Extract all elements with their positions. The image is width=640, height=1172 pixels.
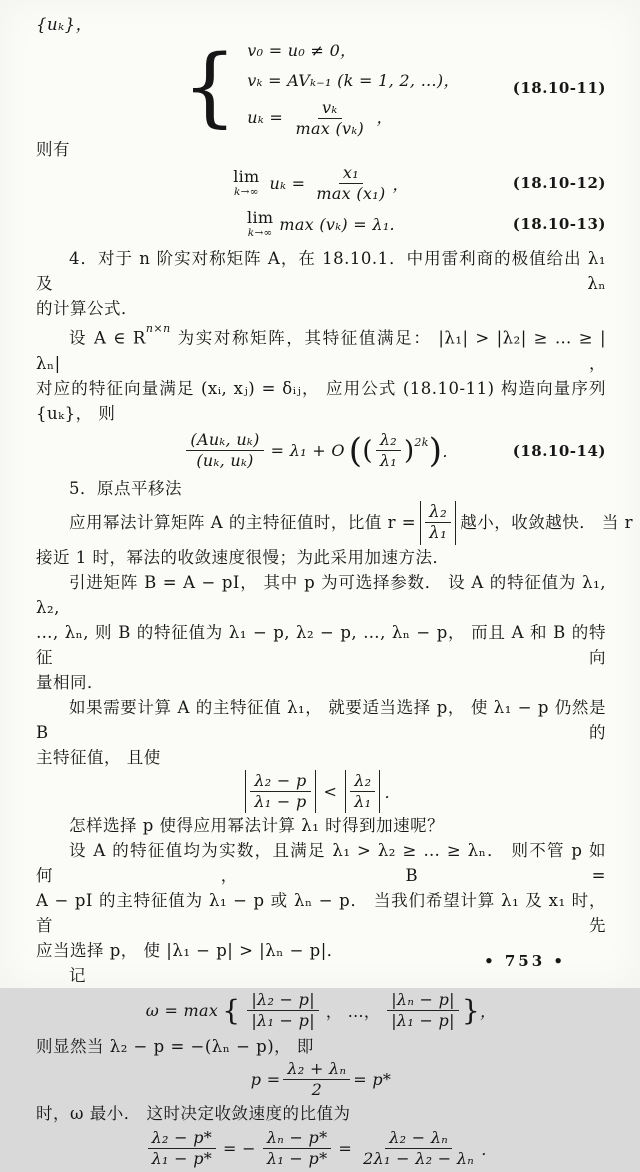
eq13-body: max (vₖ) = λ₁. bbox=[279, 214, 395, 234]
fraction-2 bbox=[387, 990, 459, 1031]
eq14-tail: ． bbox=[442, 442, 459, 461]
denominator: max (vₖ) bbox=[295, 118, 365, 138]
eq14-mid: = λ₁ + O bbox=[270, 441, 345, 460]
paragraph-7-line-3: 量相同． bbox=[36, 672, 104, 692]
equation-18-10-12 bbox=[36, 162, 606, 204]
eq12-lhs: uₖ = bbox=[269, 173, 306, 193]
denominator: 2 bbox=[311, 1080, 323, 1100]
numerator: λ₂ bbox=[425, 502, 451, 524]
paragraph-10-line-2: A − pI 的主特征值为 λ₁ − p 或 λₙ − p． 当我们希望计算 λ₁ 及 x₁ 时，首先 bbox=[36, 890, 606, 935]
case-line-1: v₀ = u₀ ≠ 0， bbox=[247, 40, 357, 60]
abs-fraction-right bbox=[345, 770, 380, 813]
omega-tail: ， bbox=[479, 1002, 497, 1022]
denominator: |λ₁ − p| bbox=[251, 1011, 315, 1031]
equation-tag: (18.10-14) bbox=[512, 441, 606, 460]
final-ratio-equation bbox=[36, 1126, 606, 1172]
exponent-2k: 2k bbox=[414, 436, 429, 449]
case-line-3 bbox=[247, 98, 393, 139]
denominator: (uₖ, uₖ) bbox=[196, 451, 254, 470]
denominator: λ₁ bbox=[354, 791, 372, 811]
equation-tag: (18.10-11) bbox=[512, 79, 606, 97]
numerator: x₁ bbox=[339, 163, 363, 184]
fraction bbox=[425, 502, 451, 544]
eq12-tail: ， bbox=[392, 174, 409, 194]
p-eq-lhs: p = bbox=[250, 1070, 281, 1090]
inequality-tail: ． bbox=[384, 782, 401, 802]
p5-l1b: 为实对称矩阵，其特征值满足： |λ₁| > |λ₂| ≥ … ≥ |λₙ|， bbox=[36, 328, 607, 373]
numerator: |λₙ − p| bbox=[387, 990, 459, 1011]
paragraph-4-line-2: 的计算公式． bbox=[36, 299, 138, 318]
ratio-fraction bbox=[376, 430, 401, 471]
p6-l1b: 越小，收敛越快． 当 r bbox=[460, 512, 634, 532]
lim-subscript: k→∞ bbox=[233, 185, 259, 198]
numerator: λ₂ bbox=[350, 771, 375, 792]
rayleigh-fraction bbox=[186, 430, 263, 471]
paragraph-4-line-1: 4．对于 n 阶实对称矩阵 A，在 18.10.1．中用雷利商的极值给出 λ₁ 及 λₙ bbox=[36, 249, 606, 293]
paragraph-7-line-1: 引进矩阵 B = A − pI， 其中 p 为可选择参数． 设 A 的特征值为 λ₁, λ₂, bbox=[36, 572, 606, 617]
p-star-equation bbox=[36, 1059, 606, 1101]
p-eq-rhs: = p* bbox=[353, 1070, 392, 1090]
paragraph-5-line-2: 对应的特征向量满足 (xᵢ, xⱼ) = δᵢⱼ， 应用公式 (18.10-11) 构造向量序列 bbox=[36, 378, 606, 398]
omega-lhs: ω = max bbox=[145, 1001, 219, 1021]
paragraph-8-line-2: 主特征值， 且使 bbox=[36, 747, 161, 767]
equation-18-10-11 bbox=[36, 37, 606, 138]
paragraph-11-ji: 记 bbox=[69, 965, 86, 985]
equation-tag: (18.10-12) bbox=[512, 174, 606, 192]
section-5-heading: 5．原点平移法 bbox=[69, 478, 182, 498]
numerator: λₙ − p* bbox=[263, 1128, 332, 1149]
paragraph-6-line-2: 接近 1 时，幂法的收敛速度很慢；为此采用加速方法． bbox=[36, 547, 450, 567]
equals-minus: = − bbox=[223, 1139, 256, 1159]
fraction-2 bbox=[263, 1128, 332, 1169]
equation-tag: (18.10-13) bbox=[512, 215, 606, 233]
left-brace: { bbox=[182, 37, 238, 138]
numerator: λ₂ − λₙ bbox=[385, 1128, 452, 1149]
paragraph-7-line-2: …, λₙ, 则 B 的特征值为 λ₁ − p, λ₂ − p, …, λₙ − p， 而且 A 和 B 的特征向 bbox=[36, 622, 606, 667]
fraction bbox=[250, 771, 310, 812]
fraction bbox=[283, 1059, 350, 1100]
case-line-3-lhs: uₖ = bbox=[247, 107, 284, 127]
denominator: max (x₁) bbox=[316, 183, 386, 203]
limit-operator bbox=[233, 166, 260, 198]
page-number: • 753 • bbox=[484, 952, 566, 970]
omega-ellipsis: ， …， bbox=[325, 1002, 381, 1022]
denominator: |λ₁ − p| bbox=[391, 1011, 455, 1031]
numerator: λ₂ + λₙ bbox=[283, 1059, 350, 1080]
lim-word: lim bbox=[247, 207, 274, 227]
omega-equation: ω = max { $\frac{\text{|λ₂ − p|}}{\text{|λ₁ − p|}}$ ， …， $\frac{\text{|λₙ − p|}}{\text{|λ₁ − p|}}$ } ， bbox=[145, 990, 497, 1031]
limit-operator bbox=[247, 207, 274, 239]
denominator: λ₁ bbox=[429, 523, 448, 543]
abs-fraction-left bbox=[245, 770, 315, 813]
p6-l1a: 应用幂法计算矩阵 A 的主特征值时，比值 r = bbox=[69, 512, 417, 532]
lim-subscript: k→∞ bbox=[247, 226, 273, 239]
final-tail: ． bbox=[481, 1140, 498, 1160]
paragraph-9: 怎样选择 p 使得应用幂法计算 λ₁ 时得到加速呢？ bbox=[69, 815, 445, 835]
equation-18-10-14: $\frac{\text{(Auₖ, uₖ)}}{\text{(uₖ, uₖ)}}$ = λ₁ + O ( ( $\frac{\text{λ₂}}{\text{λ₁}}$ ) 2k ) ． (18.10-14) bbox=[36, 428, 606, 474]
paragraph-10-line-1: 设 A 的特征值均为实数，且满足 λ₁ > λ₂ ≥ … ≥ λₙ． 则不管 p 如何，B = bbox=[36, 840, 606, 885]
top-fragment: {uₖ}， bbox=[36, 15, 93, 34]
numerator: λ₂ − p* bbox=[148, 1128, 216, 1149]
denominator: λ₁ − p bbox=[254, 791, 307, 811]
lim-word: lim bbox=[233, 166, 260, 186]
fraction bbox=[312, 163, 389, 204]
numerator: (Auₖ, uₖ) bbox=[186, 430, 263, 451]
inequality-equation bbox=[36, 770, 606, 813]
superscript-nxn: n×n bbox=[145, 322, 171, 335]
paragraph-10-line-3: 应当选择 p， 使 |λ₁ − p| > |λₙ − p|． bbox=[36, 940, 344, 960]
denominator: λ₁ − p* bbox=[266, 1149, 328, 1169]
denominator: λ₁ − p* bbox=[151, 1149, 213, 1169]
cases-lines bbox=[247, 38, 460, 139]
p5-l1a: 设 A ∈ R bbox=[69, 328, 146, 348]
denominator: λ₁ bbox=[379, 451, 397, 470]
numerator: vₖ bbox=[318, 98, 341, 119]
paragraph-12: 则显然当 λ₂ − p = −(λₙ − p)， 即 bbox=[36, 1036, 314, 1056]
equals-sign: = bbox=[338, 1139, 353, 1159]
fraction bbox=[350, 771, 375, 812]
then-have-text: 则有 bbox=[36, 140, 70, 159]
paragraph-6-line-1 bbox=[36, 501, 634, 545]
fraction-3 bbox=[359, 1128, 478, 1169]
paragraph-8-line-1: 如果需要计算 A 的主特征值 λ₁， 就要适当选择 p， 使 λ₁ − p 仍然是 B 的 bbox=[36, 697, 606, 742]
less-than-sign: < bbox=[323, 781, 338, 801]
numerator: |λ₂ − p| bbox=[247, 990, 319, 1011]
fraction bbox=[291, 98, 368, 139]
case-line-3-tail: ， bbox=[376, 107, 393, 127]
denominator: 2λ₁ − λ₂ − λₙ bbox=[363, 1149, 475, 1169]
abs-fraction bbox=[420, 501, 456, 545]
numerator: λ₂ − p bbox=[250, 771, 310, 792]
cases-group bbox=[182, 38, 460, 139]
fraction-1 bbox=[148, 1128, 216, 1169]
fraction-1 bbox=[247, 990, 319, 1031]
paragraph-13: 时，ω 最小． 这时决定收敛速度的比值为 bbox=[36, 1103, 351, 1123]
numerator: λ₂ bbox=[376, 430, 401, 451]
paragraph-5-line-3: {uₖ}， 则 bbox=[36, 403, 116, 423]
case-line-2: vₖ = AVₖ₋₁ (k = 1, 2, …)， bbox=[247, 70, 460, 90]
equation-18-10-13 bbox=[36, 208, 606, 240]
paragraph-5-line-1 bbox=[36, 321, 606, 376]
